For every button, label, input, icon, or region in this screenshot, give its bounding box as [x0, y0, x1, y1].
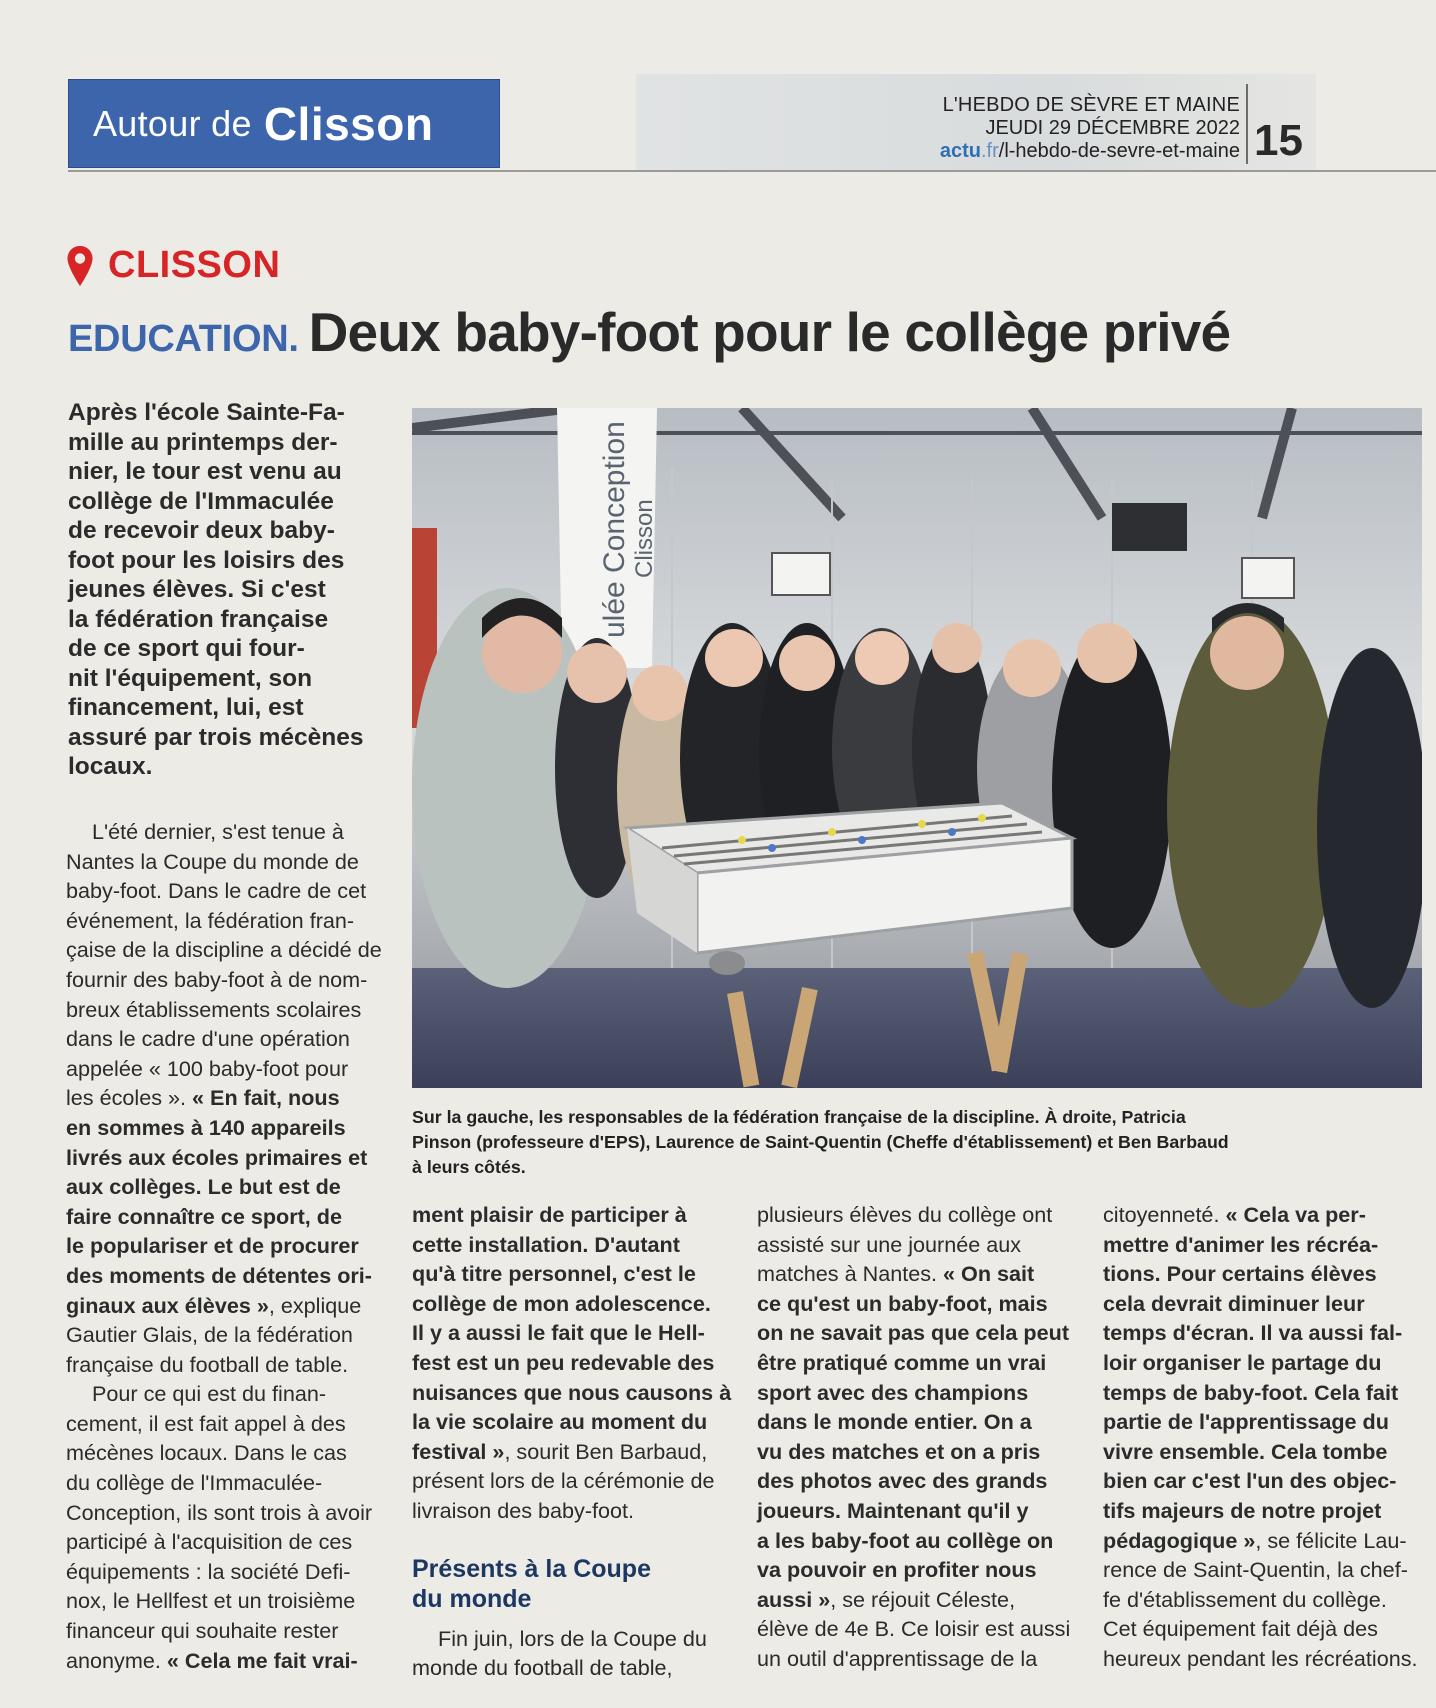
page-number: 15 [1254, 116, 1303, 165]
photo-baby-foot-group [412, 408, 1422, 1088]
url-actu: actu [939, 140, 981, 162]
quote-line: vivre ensemble. Cela tombe [1103, 1438, 1388, 1464]
locality-name: CLISSON [108, 244, 281, 286]
photo-caption [412, 1105, 1422, 1180]
quote-line: Il y a aussi le fait que le Hell- [412, 1320, 705, 1346]
quote-line: tions. Pour certains élèves [1103, 1261, 1377, 1287]
text-line [1103, 1526, 1423, 1556]
quote-line: cette installation. D'autant [412, 1231, 680, 1257]
text-line: dans le cadre d'une opération [66, 1026, 350, 1052]
lead-line: jeunes élèves. Si c'est [68, 576, 326, 603]
url-fr: .fr [980, 140, 999, 162]
text-line: Gautier Glais, de la fédération [66, 1322, 353, 1348]
headline-kicker: EDUCATION. [68, 318, 299, 360]
text-line [66, 1083, 386, 1113]
lead-line: locaux. [68, 753, 153, 780]
headline-title: Deux baby-foot pour le collège privé [308, 301, 1231, 363]
page-number-divider [1246, 84, 1248, 164]
quote-line: fest est un peu redevable des [412, 1349, 715, 1375]
caption-line: Pinson (professeure d'EPS), Laurence de Saint-Quentin (Cheffe d'établissement) et Ben Barbaud [412, 1132, 1229, 1152]
lead-line: collège de l'Immaculée [68, 487, 334, 515]
text-line: financeur qui souhaite rester [66, 1618, 339, 1644]
quote-line: livrés aux écoles primaires et [66, 1144, 368, 1170]
quote-run: « Cela va per- [1225, 1202, 1366, 1227]
publication-url [920, 140, 1240, 163]
text-line [66, 1291, 386, 1321]
text-line: équipements : la société Defi- [66, 1558, 351, 1584]
quote-line: aux collèges. Le but est de [66, 1174, 341, 1200]
quote-line: loir organiser le partage du [1103, 1349, 1382, 1375]
photo-banner-subtext: Clisson [631, 499, 658, 578]
text-line [757, 1259, 1077, 1289]
article-subheading [412, 1554, 732, 1614]
text-line: du collège de l'Immaculée- [66, 1470, 323, 1496]
headline [68, 300, 1428, 364]
text-line: rence de Saint-Quentin, la chef- [1103, 1557, 1408, 1583]
lead-line: de ce sport qui four- [68, 635, 305, 662]
quote-line: faire connaître ce sport, de [66, 1203, 343, 1229]
quote-line: va pouvoir en profiter nous [757, 1557, 1037, 1583]
text-line: élève de 4e B. Ce loisir est aussi [757, 1616, 1071, 1642]
text-run: , se réjouit Céleste, [830, 1586, 1016, 1612]
article-column-2 [412, 1200, 732, 1683]
quote-line: le populariser et de procurer [66, 1233, 359, 1259]
quote-run: « Cela me fait vrai- [166, 1647, 358, 1673]
text-line: Nantes la Coupe du monde de [66, 848, 359, 874]
quote-line: ment plaisir de participer à [412, 1202, 687, 1227]
publication-date: JEUDI 29 DÉCEMBRE 2022 [985, 117, 1240, 139]
text-line: Fin juin, lors de la Coupe du [438, 1625, 707, 1651]
lead-line: financement, lui, est [68, 694, 304, 721]
text-line: Pour ce qui est du finan- [92, 1381, 327, 1407]
text-line: fe d'établissement du collège. [1103, 1586, 1387, 1612]
text-line: assisté sur une journée aux [757, 1231, 1022, 1257]
caption-line: à leurs côtés. [412, 1157, 526, 1177]
quote-line: nuisances que nous causons à [412, 1379, 732, 1405]
text-line: présent lors de la cérémonie de [412, 1468, 715, 1494]
quote-line: on ne savait pas que cela peut [757, 1320, 1070, 1346]
text-line: breux établissements scolaires [66, 996, 362, 1022]
quote-line: en sommes à 140 appareils [66, 1114, 346, 1140]
lead-line: assuré par trois mécènes [68, 723, 364, 751]
text-line: mécènes locaux. Dans le cas [66, 1440, 347, 1466]
quote-run: « En fait, nous [192, 1085, 340, 1111]
lead-line: de recevoir deux baby- [68, 517, 335, 544]
quote-line: qu'à titre personnel, c'est le [412, 1261, 696, 1287]
text-line [757, 1585, 1077, 1615]
lead-line: foot pour les loisirs des [68, 546, 345, 574]
text-run: les écoles ». [66, 1085, 193, 1111]
quote-line: cela devrait diminuer leur [1103, 1290, 1365, 1316]
article-photo [412, 408, 1422, 1088]
text-line: cement, il est fait appel à des [66, 1410, 346, 1436]
header-rule [68, 170, 1436, 172]
text-line [412, 1437, 732, 1467]
lead-line: Après l'école Sainte-Fa- [68, 399, 345, 426]
text-run: , sourit Ben Barbaud, [504, 1438, 708, 1464]
text-line: Cet équipement fait déjà des [1103, 1616, 1378, 1642]
quote-run: « On sait [943, 1261, 1035, 1287]
text-run: , se félicite Lau- [1255, 1527, 1407, 1553]
locality-tag [66, 244, 280, 287]
subheading-line: Présents à la Coupe [412, 1554, 651, 1583]
quote-line: joueurs. Maintenant qu'il y [757, 1497, 1029, 1523]
article-column-4 [1103, 1200, 1423, 1674]
text-line: monde du football de table, [412, 1655, 673, 1681]
lead-line: la fédération française [68, 605, 329, 633]
text-line: heureux pendant les récréations. [1103, 1645, 1418, 1671]
quote-line: sport avec des champions [757, 1379, 1029, 1405]
quote-line: être pratiqué comme un vrai [757, 1349, 1047, 1375]
text-run: anonyme. [66, 1647, 167, 1673]
section-prefix: Autour de [93, 102, 252, 144]
quote-line: la vie scolaire au moment du [412, 1409, 708, 1435]
quote-run: aussi » [757, 1586, 831, 1612]
quote-line: ce qu'est un baby-foot, mais [757, 1290, 1048, 1316]
quote-line: mettre d'animer les récréa- [1103, 1231, 1379, 1257]
section-place: Clisson [263, 97, 434, 150]
quote-line: bien car c'est l'un des objec- [1103, 1468, 1397, 1494]
quote-line: dans le monde entier. On a [757, 1409, 1032, 1435]
url-path: /l-hebdo-de-sevre-et-maine [998, 140, 1240, 162]
text-line [1103, 1200, 1423, 1230]
quote-run: pédagogique » [1103, 1527, 1256, 1553]
quote-line: a les baby-foot au collège on [757, 1527, 1054, 1553]
lead-line: mille au printemps der- [68, 428, 338, 456]
caption-line: Sur la gauche, les responsables de la fédération française de la discipline. À droite, Patricia [412, 1107, 1186, 1127]
quote-line: collège de mon adolescence. [412, 1290, 711, 1316]
text-line: çaise de la discipline a décidé de [66, 937, 382, 963]
text-line: appelée « 100 baby-foot pour [66, 1055, 349, 1081]
quote-line: temps de baby-foot. Cela fait [1103, 1379, 1399, 1405]
quote-line: temps d'écran. Il va aussi fal- [1103, 1320, 1403, 1346]
text-run: , explique [268, 1292, 362, 1318]
article-column-1 [66, 817, 386, 1675]
photo-banner-text: ulée Conception [598, 421, 631, 638]
masthead [920, 94, 1240, 163]
text-line: un outil d'apprentissage de la [757, 1645, 1038, 1671]
quote-run: ginaux aux élèves » [66, 1292, 269, 1318]
text-line: événement, la fédération fran- [66, 907, 355, 933]
text-line: plusieurs élèves du collège ont [757, 1202, 1053, 1227]
quote-line: vu des matches et on a pris [757, 1438, 1041, 1464]
text-line: L'été dernier, s'est tenue à [92, 819, 344, 844]
section-banner [68, 79, 500, 168]
location-pin-icon [66, 245, 94, 287]
text-line: Conception, ils sont trois à avoir [66, 1499, 373, 1525]
text-line: livraison des baby-foot. [412, 1497, 635, 1523]
text-run: matches à Nantes. [757, 1261, 944, 1287]
text-line [66, 1646, 386, 1676]
article-column-3 [757, 1200, 1077, 1674]
article-lead [68, 398, 378, 782]
subheading-line: du monde [412, 1584, 532, 1613]
quote-line: tifs majeurs de notre projet [1103, 1497, 1382, 1523]
text-line: fournir des baby-foot à de nom- [66, 966, 368, 992]
text-run: citoyenneté. [1103, 1202, 1226, 1227]
lead-line: nier, le tour est venu au [68, 458, 342, 485]
publication-name: L'HEBDO DE SÈVRE ET MAINE [942, 94, 1240, 116]
quote-line: des moments de détentes ori- [66, 1262, 372, 1288]
text-line: baby-foot. Dans le cadre de cet [66, 878, 367, 904]
quote-run: festival » [412, 1438, 505, 1464]
quote-line: des photos avec des grands [757, 1468, 1048, 1494]
text-line: française du football de table. [66, 1351, 349, 1377]
text-line: nox, le Hellfest et un troisième [66, 1588, 356, 1614]
quote-line: partie de l'apprentissage du [1103, 1409, 1389, 1435]
text-line: participé à l'acquisition de ces [66, 1529, 353, 1555]
lead-line: nit l'équipement, son [68, 664, 313, 692]
